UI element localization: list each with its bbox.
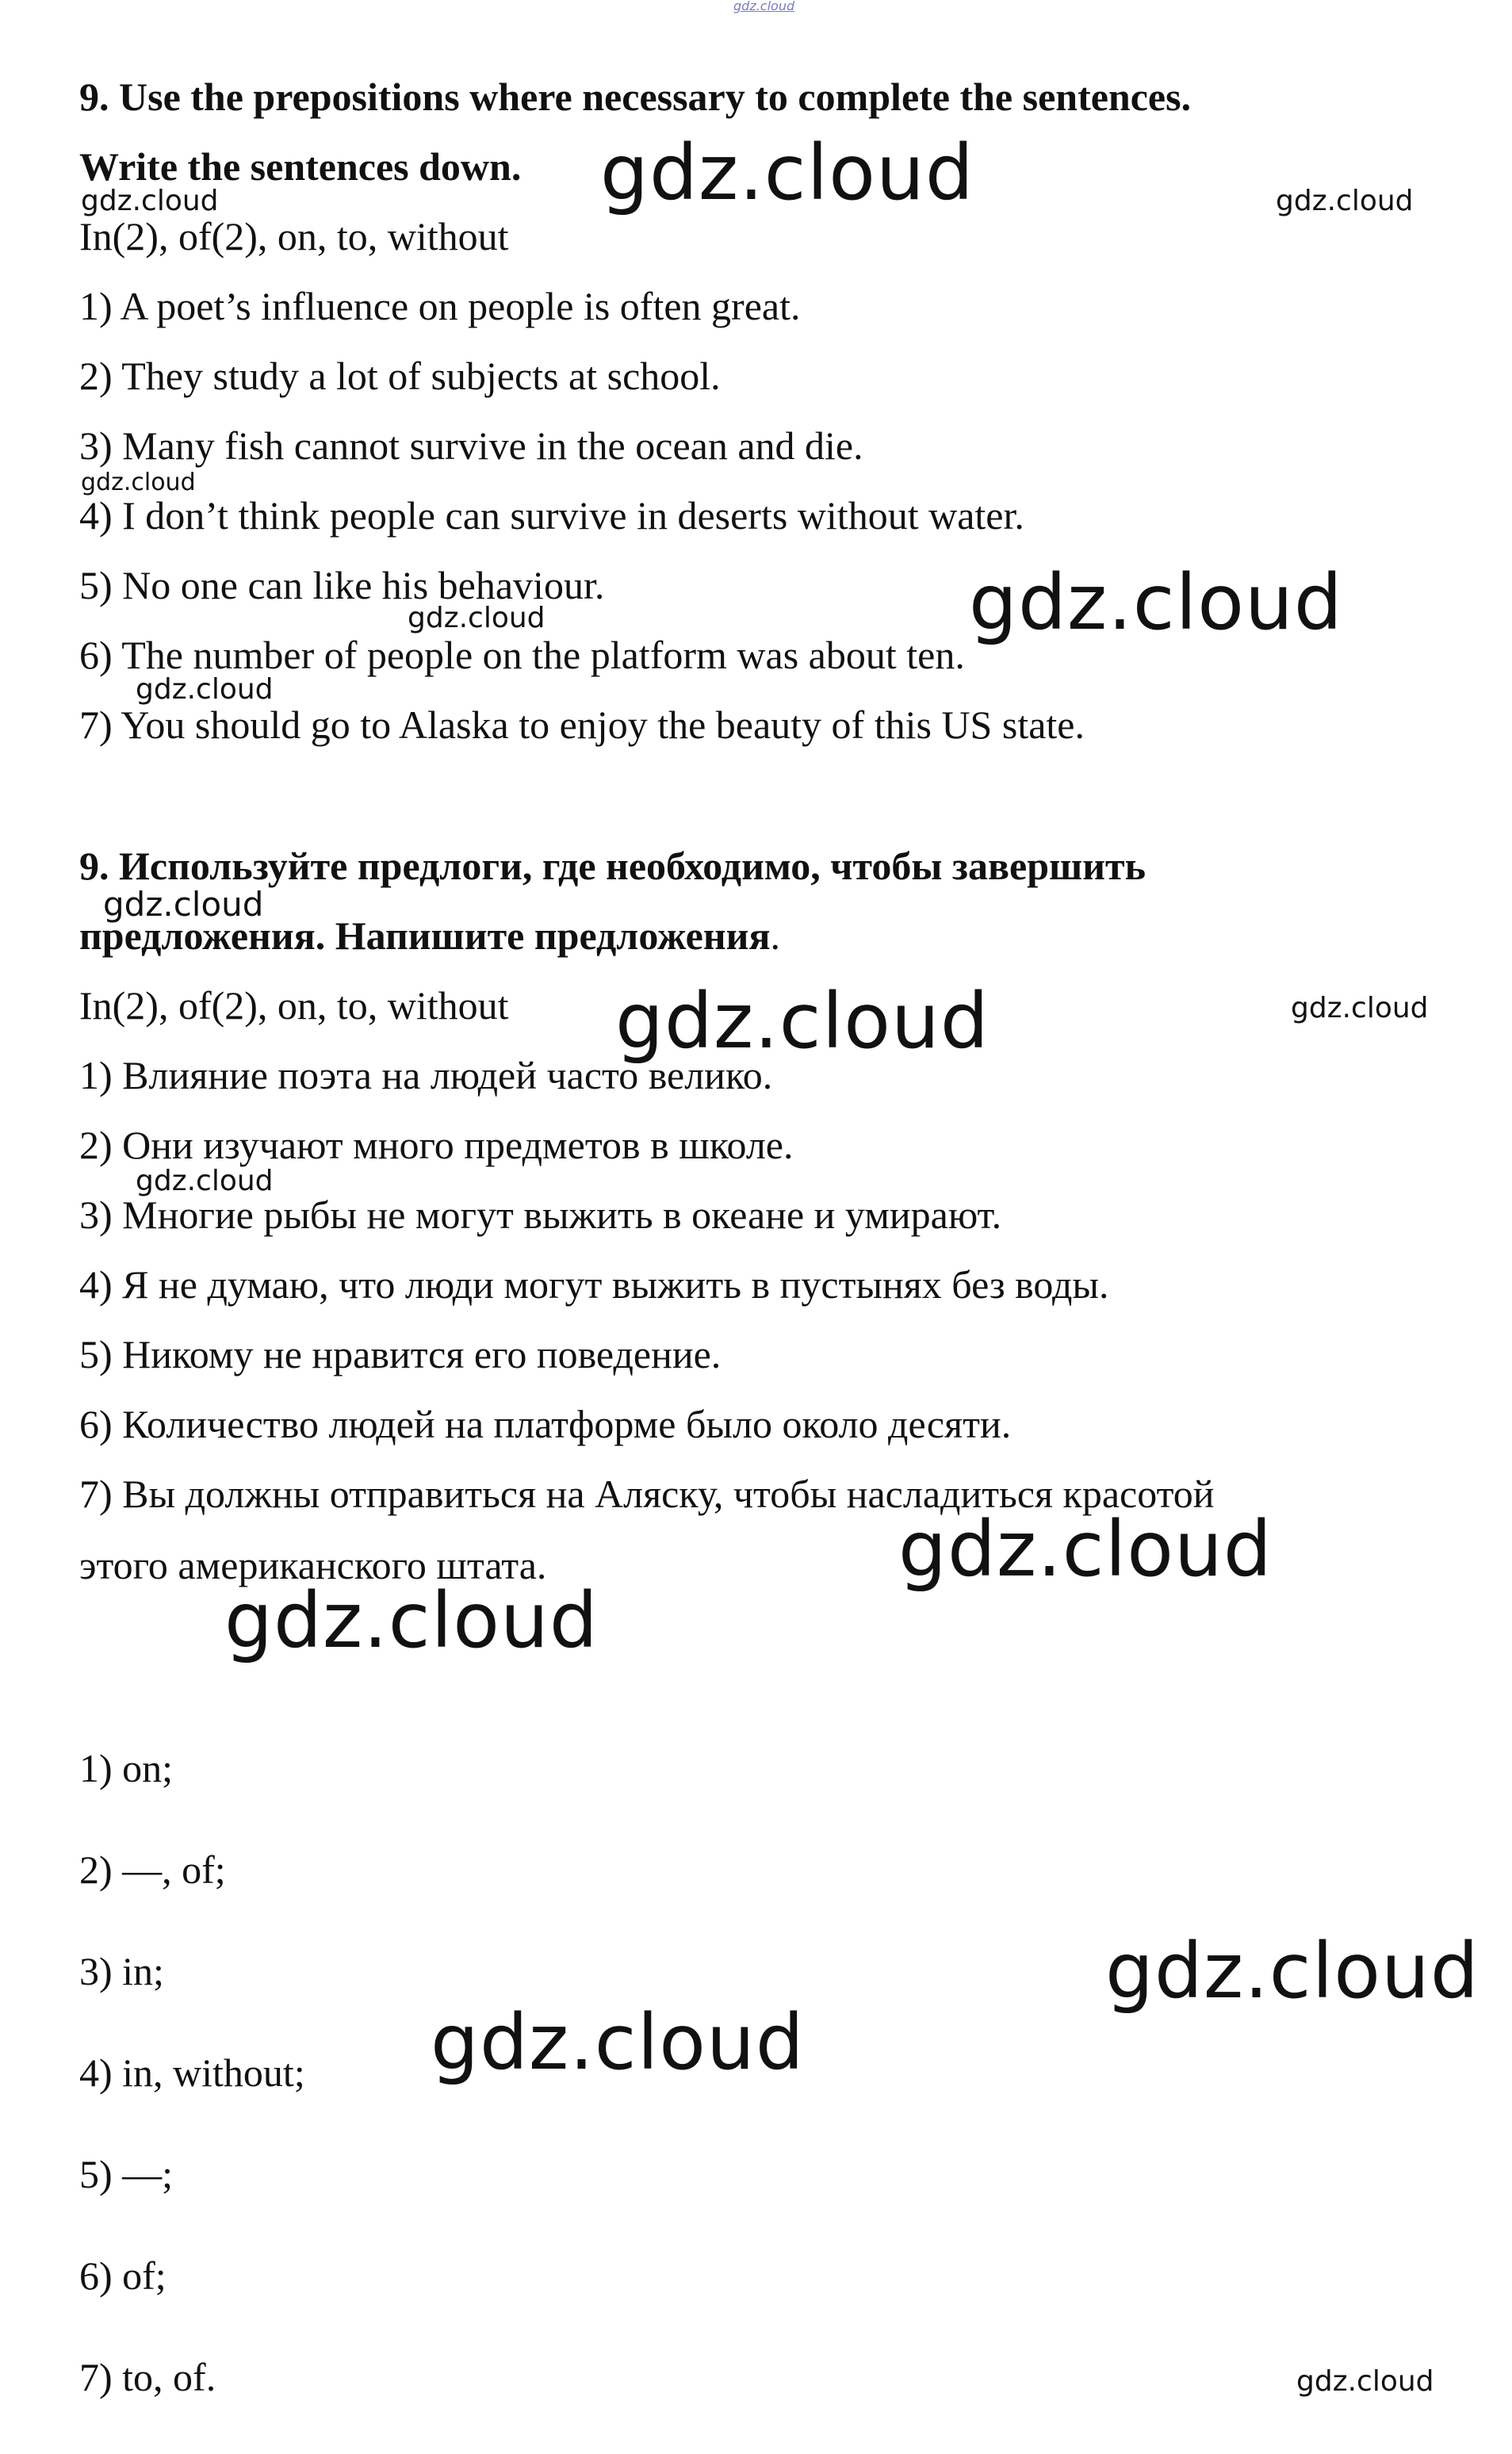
russian-task-title-period: . [770,913,781,958]
watermark-large: gdz.cloud [1105,1927,1479,2016]
watermark-small: gdz.cloud [1291,992,1429,1024]
english-sentence-7: 7) You should go to Alaska to enjoy the beauty of this US state. [79,703,1085,747]
answer-5: 5) —; [79,2152,174,2196]
russian-task-title-line2-text: предложения. Напишите предложения [79,913,771,958]
watermark-large: gdz.cloud [224,1576,599,1665]
russian-sentence-2: 2) Они изучают много предметов в школе. [79,1123,794,1167]
watermark-small: gdz.cloud [136,1165,274,1197]
watermark-large: gdz.cloud [969,558,1343,647]
russian-sentence-6: 6) Количество людей на платформе было около десяти. [79,1402,1012,1446]
watermark-small: gdz.cloud [81,185,219,217]
watermark-small: gdz.cloud [136,673,274,706]
russian-sentence-5: 5) Никому не нравится его поведение. [79,1332,722,1376]
watermark-large: gdz.cloud [600,128,974,217]
watermark-small: gdz.cloud [103,885,264,924]
watermark-large: gdz.cloud [898,1505,1273,1594]
english-sentence-1: 1) A poet’s influence on people is often great. [79,284,801,328]
watermark-small: gdz.cloud [1296,2365,1434,2398]
watermark-small: gdz.cloud [408,602,545,634]
watermark-small: gdz.cloud [1276,185,1414,217]
watermark-large: gdz.cloud [615,977,989,1066]
english-sentence-5: 5) No one can like his behaviour. [79,563,605,607]
answer-4: 4) in, without; [79,2050,305,2095]
watermark-large: gdz.cloud [431,1998,805,2087]
english-sentence-6: 6) The number of people on the platform was about ten. [79,633,965,677]
answer-1: 1) on; [79,1746,174,1790]
english-task-title-line2: Write the sentences down. [79,144,522,189]
russian-sentence-7-cont: этого американского штата. [79,1543,547,1587]
top-watermark-link[interactable]: gdz.cloud [733,0,795,13]
english-sentence-4: 4) I don’t think people can survive in deserts without water. [79,493,1024,538]
russian-sentence-3: 3) Многие рыбы не могут выжить в океане и умирают. [79,1193,1002,1237]
answer-3: 3) in; [79,1949,164,1993]
answer-6: 6) of; [79,2253,167,2298]
russian-sentence-1: 1) Влияние поэта на людей часто велико. [79,1053,773,1097]
english-sentence-3: 3) Many fish cannot survive in the ocean and die. [79,423,863,468]
english-word-bank: In(2), of(2), on, to, without [79,214,509,258]
english-sentence-2: 2) They study a lot of subjects at school. [79,354,721,398]
answer-2: 2) —, of; [79,1847,226,1892]
watermark-small: gdz.cloud [81,469,196,496]
english-task-title: 9. Use the prepositions where necessary to complete the sentences. [79,75,1192,119]
answer-7: 7) to, of. [79,2355,216,2399]
russian-task-title: 9. Используйте предлоги, где необходимо, чтобы завершить [79,844,1146,888]
russian-sentence-4: 4) Я не думаю, что люди могут выжить в пустынях без воды. [79,1262,1109,1307]
russian-word-bank: In(2), of(2), on, to, without [79,983,509,1028]
russian-sentence-7: 7) Вы должны отправиться на Аляску, чтобы насладиться красотой [79,1472,1215,1516]
